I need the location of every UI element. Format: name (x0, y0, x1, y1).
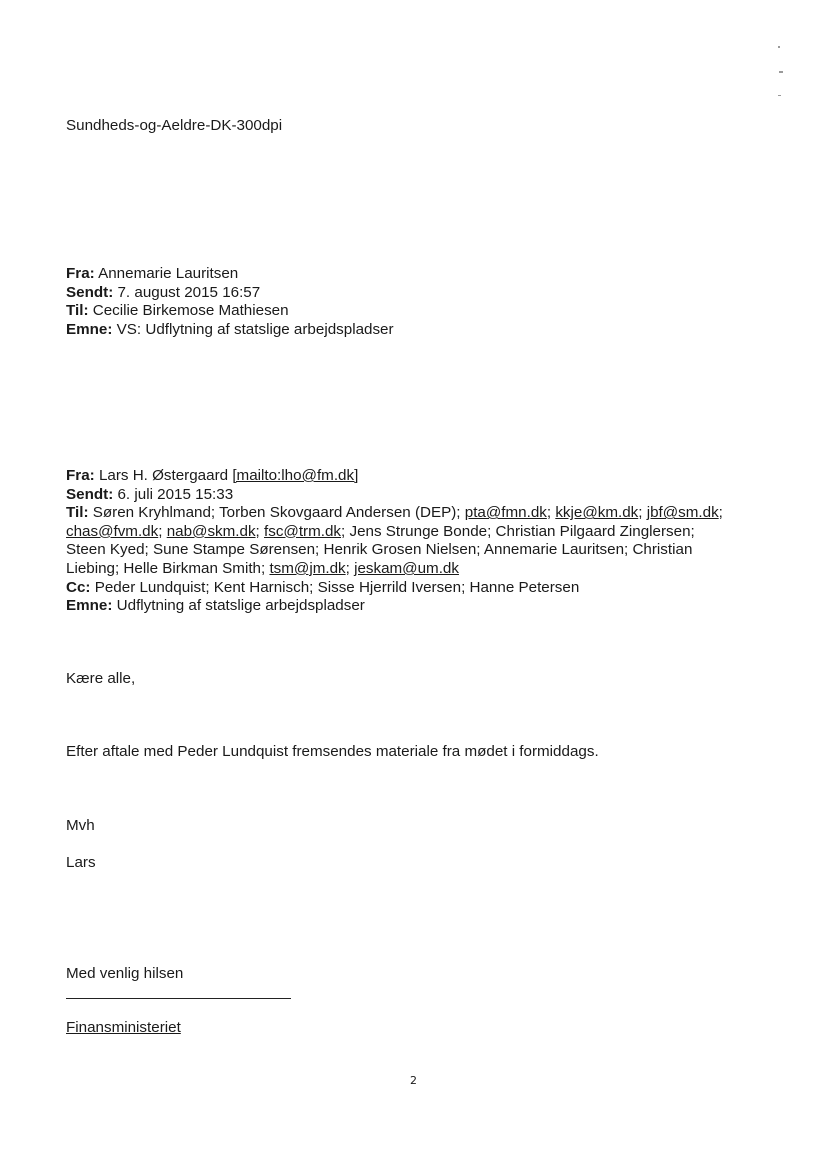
email-link[interactable]: tsm@jm.dk (269, 559, 346, 577)
email-link[interactable]: pta@fmn.dk (464, 504, 547, 522)
original-header (66, 467, 723, 616)
mailto-link[interactable]: [mailto:lho@fm.dk] (232, 467, 359, 484)
original-from-line: Fra: Lars H. Østergaard [mailto:lho@fm.dk] (66, 467, 359, 484)
original-subject-line: Emne: Udflytning af statslige arbejdspladser (66, 597, 365, 615)
original-cc: Peder Lundquist; Kent Harnisch; Sisse Hjerrild Iversen; Hanne Petersen (94, 578, 580, 596)
email-link[interactable]: jeskam@um.dk (354, 559, 459, 577)
email-link[interactable]: chas@fvm.dk (66, 522, 159, 540)
forward-header (66, 265, 394, 339)
forward-sent: 7. august 2015 16:57 (117, 283, 261, 301)
greeting: Kære alle, (66, 670, 136, 687)
original-from: Lars H. Østergaard (98, 467, 229, 484)
email-link[interactable]: kkje@km.dk (555, 504, 639, 522)
source-label: Sundheds-og-Aeldre-DK-300dpi (66, 117, 283, 134)
original-to-line-1: Til: Søren Kryhlmand; Torben Skovgaard Andersen (DEP); pta@fmn.dk; kkje@km.dk; jbf@sm.dk; (66, 504, 723, 522)
forward-subject: VS: Udflytning af statslige arbejdspladser (116, 320, 394, 338)
original-to-line-2: chas@fvm.dk; nab@skm.dk; fsc@trm.dk; Jens Strunge Bonde; Christian Pilgaard Zinglersen; (66, 522, 695, 540)
signature-divider (66, 998, 291, 999)
original-to-line-3: Steen Kyed; Sune Stampe Sørensen; Henrik Grosen Nielsen; Annemarie Lauritsen; Christian (66, 541, 693, 559)
organization-link[interactable]: Finansministeriet (66, 1019, 181, 1036)
original-sent-line: Sendt: 6. juli 2015 15:33 (66, 485, 234, 503)
email-link[interactable]: jbf@sm.dk (646, 504, 719, 522)
email-link[interactable]: nab@skm.dk (166, 522, 256, 540)
email-link[interactable]: fsc@trm.dk (264, 522, 342, 540)
forward-subject-line: Emne: VS: Udflytning af statslige arbejdspladser (66, 320, 394, 338)
forward-from: Annemarie Lauritsen (98, 265, 239, 282)
original-to-line-4: Liebing; Helle Birkman Smith; tsm@jm.dk; jeskam@um.dk (66, 559, 459, 577)
closing: Mvh (66, 817, 95, 834)
forward-to: Cecilie Birkemose Mathiesen (92, 302, 289, 320)
sender-name: Lars (66, 854, 96, 871)
scan-marks (774, 44, 788, 104)
original-subject: Udflytning af statslige arbejdspladser (116, 597, 365, 615)
regards: Med venlig hilsen (66, 965, 184, 982)
page-number: 2 (410, 1074, 417, 1087)
original-cc-line: Cc: Peder Lundquist; Kent Harnisch; Sisse Hjerrild Iversen; Hanne Petersen (66, 578, 580, 596)
original-sent: 6. juli 2015 15:33 (117, 485, 234, 503)
forward-sent-line: Sendt: 7. august 2015 16:57 (66, 283, 261, 301)
body-paragraph: Efter aftale med Peder Lundquist fremsendes materiale fra mødet i formiddags. (66, 743, 599, 760)
forward-to-line: Til: Cecilie Birkemose Mathiesen (66, 302, 289, 320)
forward-from-line: Fra: Annemarie Lauritsen (66, 265, 239, 282)
